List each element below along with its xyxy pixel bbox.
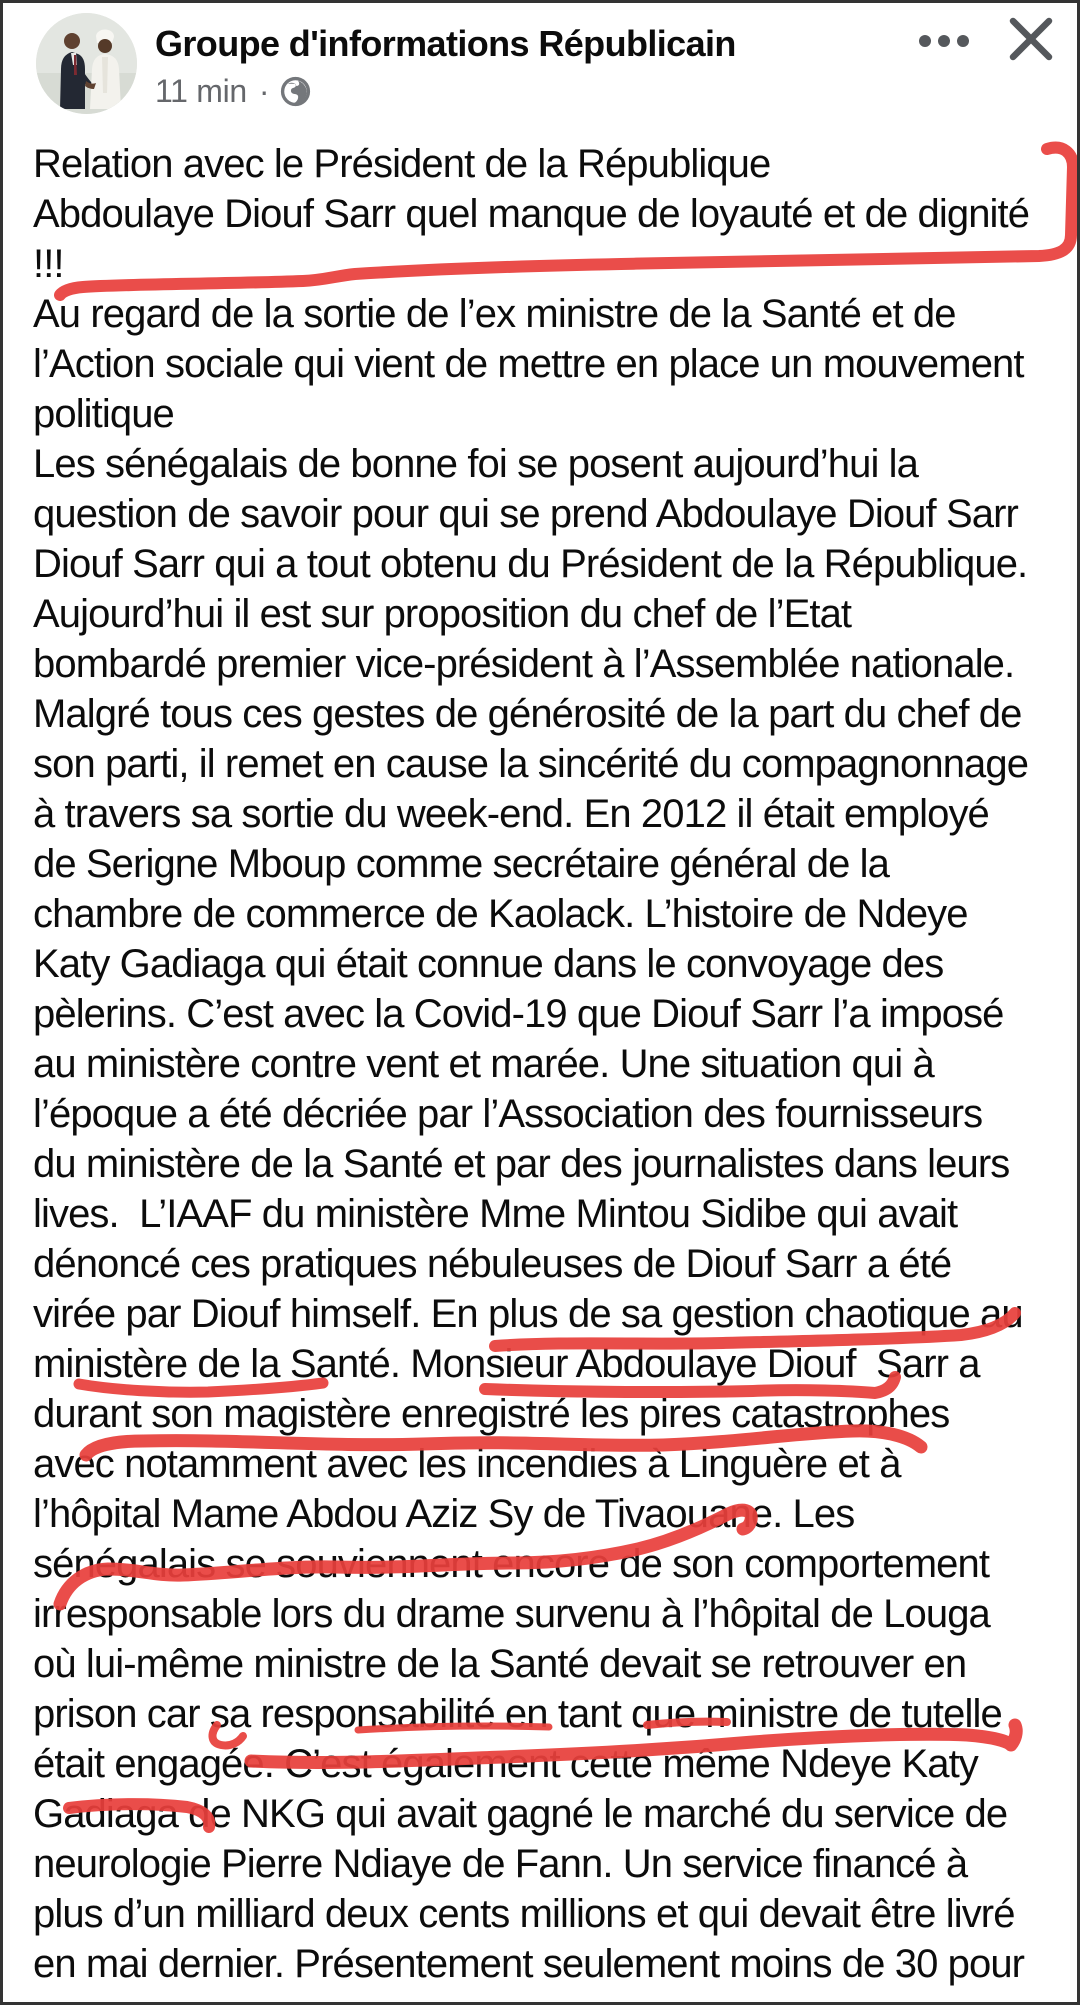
post-text-line: sénégalais se souviennent encore de son comportement [33, 1542, 990, 1586]
ellipsis-icon [919, 35, 931, 47]
more-options-button[interactable] [911, 19, 977, 63]
header-text [155, 21, 736, 110]
post-text-line: était engagée. C’est également cette même Ndeye Katy [33, 1742, 978, 1786]
post-text-line: au ministère contre vent et marée. Une situation qui à [33, 1042, 934, 1086]
post-text-line: virée par Diouf himself. En plus de sa gestion chaotique au [33, 1292, 1023, 1336]
post-text-line: chambre de commerce de Kaolack. L’histoire de Ndeye [33, 892, 968, 936]
post-text-line: où lui-même ministre de la Santé devait se retrouver en [33, 1642, 967, 1686]
post-text-line: bombardé premier vice-président à l’Assemblée nationale. [33, 642, 1015, 686]
avatar-photo [36, 13, 137, 114]
ellipsis-icon [938, 35, 950, 47]
avatar[interactable] [36, 13, 137, 114]
post-text-line: son parti, il remet en cause la sincérité du compagnonnage [33, 742, 1029, 786]
post-text-line: Relation avec le Président de la République [33, 142, 771, 186]
meta-separator: · [258, 73, 270, 109]
post-text-line: politique [33, 392, 174, 436]
post-text-line: irresponsable lors du drame survenu à l’hôpital de Louga [33, 1592, 990, 1636]
post-text-line: Gadiaga de NKG qui avait gagné le marché du service de [33, 1792, 1008, 1836]
post-text-line: ministère de la Santé. Monsieur Abdoulaye Diouf Sarr a [33, 1342, 980, 1386]
post-text-line: !!! [33, 242, 64, 286]
post-text-line: lives. L’IAAF du ministère Mme Mintou Sidibe qui avait [33, 1192, 958, 1236]
post-header [3, 3, 1077, 133]
post-meta [155, 73, 736, 110]
post-text-line: question de savoir pour qui se prend Abdoulaye Diouf Sarr [33, 492, 1018, 536]
timestamp: 11 min [155, 73, 247, 109]
post-text-line: Diouf Sarr qui a tout obtenu du Président de la République. [33, 542, 1028, 586]
group-name-link[interactable]: Groupe d'informations Républicain [155, 23, 736, 64]
post-body [33, 139, 1063, 1989]
close-button[interactable] [1003, 11, 1059, 67]
post-text-line: de Serigne Mboup comme secrétaire général de la [33, 842, 889, 886]
post-text-line: durant son magistère enregistré les pires catastrophes [33, 1392, 950, 1436]
post-text-line: pèlerins. C’est avec la Covid-19 que Diouf Sarr l’a imposé [33, 992, 1004, 1036]
post-text-line: Katy Gadiaga qui était connue dans le convoyage des [33, 942, 944, 986]
post-text-line: plus d’un milliard deux cents millions et qui devait être livré [33, 1892, 1015, 1936]
close-icon [1003, 11, 1059, 67]
post-text-line: Les sénégalais de bonne foi se posent aujourd’hui la [33, 442, 918, 486]
post-text-line: en mai dernier. Présentement seulement moins de 30 pour [33, 1942, 1025, 1986]
post-text-line: Malgré tous ces gestes de générosité de la part du chef de [33, 692, 1022, 736]
post-text-line: avec notamment avec les incendies à Linguère et à [33, 1442, 901, 1486]
post-text-line: neurologie Pierre Ndiaye de Fann. Un service financé à [33, 1842, 968, 1886]
post-text-line: prison car sa responsabilité en tant que ministre de tutelle [33, 1692, 1002, 1736]
post-text-line: l’époque a été décriée par l’Association des fournisseurs [33, 1092, 983, 1136]
post-text-line: à travers sa sortie du week-end. En 2012 il était employé [33, 792, 989, 836]
post-text-line: Aujourd’hui il est sur proposition du chef de l’Etat [33, 592, 852, 636]
post-text-line: l’Action sociale qui vient de mettre en place un mouvement [33, 342, 1024, 386]
post-text-line: Abdoulaye Diouf Sarr quel manque de loyauté et de dignité [33, 192, 1030, 236]
ellipsis-icon [957, 35, 969, 47]
post-text-line: dénoncé ces pratiques nébuleuses de Diouf Sarr a été [33, 1242, 952, 1286]
post-text-line: l’hôpital Mame Abdou Aziz Sy de Tivaouane. Les [33, 1492, 855, 1536]
post-text-line: du ministère de la Santé et par des journalistes dans leurs [33, 1142, 1010, 1186]
post-text-line: Au regard de la sortie de l’ex ministre de la Santé et de [33, 292, 956, 336]
globe-icon [280, 76, 311, 107]
